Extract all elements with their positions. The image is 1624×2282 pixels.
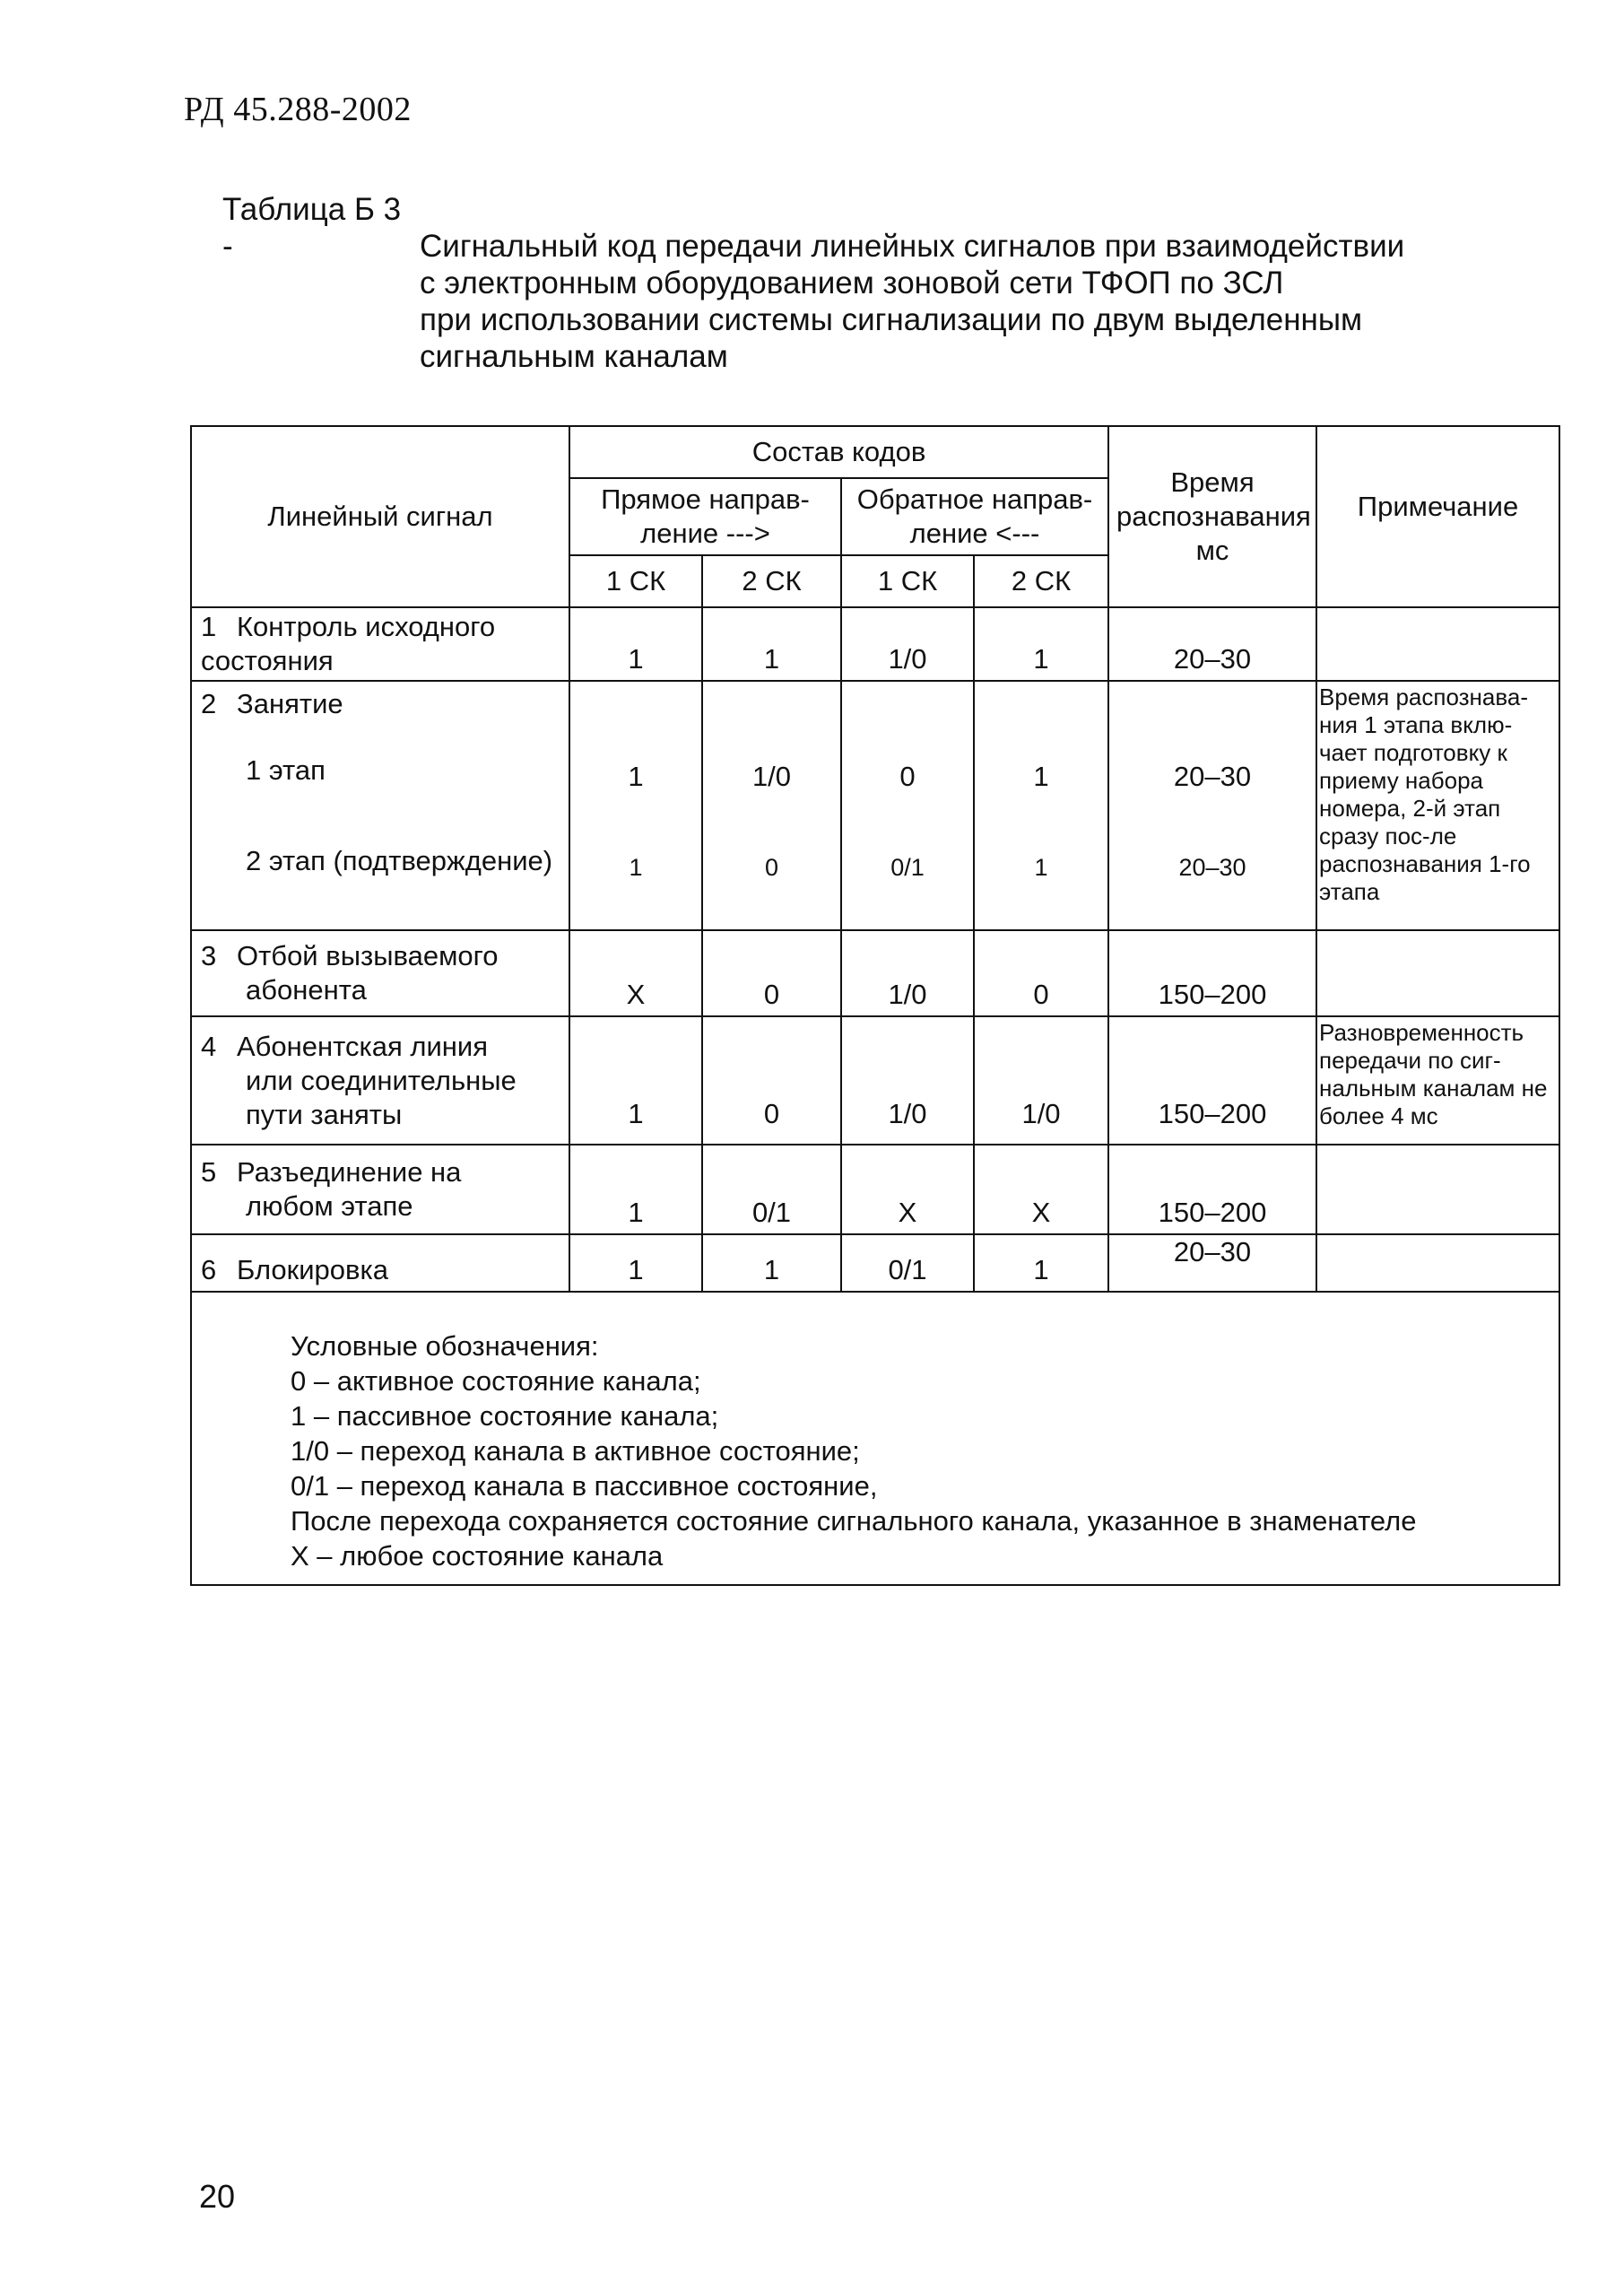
row-5-b1: X — [841, 1145, 974, 1234]
title-line-2: с электронным оборудованием зоновой сети ТФОП по ЗСЛ — [420, 266, 1284, 300]
legend-item: 1/0 – переход канала в активное состояние; — [291, 1435, 860, 1467]
row-2-b2: 1 1 — [974, 681, 1108, 930]
legend — [191, 1292, 1559, 1585]
row-5-f2: 0/1 — [702, 1145, 841, 1234]
row-4-b1: 1/0 — [841, 1016, 974, 1145]
title-line-1: Таблица Б 3 - Сигнальный код передачи линейных сигналов при взаимодействии — [222, 192, 1405, 264]
header-backward: Обратное направ-ление <--- — [841, 478, 1108, 555]
row-2-time: 20–30 20–30 — [1108, 681, 1316, 930]
legend-item: X – любое состояние канала — [291, 1540, 664, 1572]
row-3-time: 150–200 — [1108, 930, 1316, 1016]
row-4-note: Разновременность передачи по сиг-нальным каналам не более 4 мс — [1316, 1016, 1559, 1145]
legend-item: 1 – пассивное состояние канала; — [291, 1400, 719, 1432]
header-backward-ck1: 1 СК — [841, 555, 974, 607]
legend-title: Условные обозначения: — [291, 1330, 599, 1362]
table-row — [191, 607, 1559, 681]
signal-code-table — [190, 425, 1560, 1586]
row-6-b1: 0/1 — [841, 1234, 974, 1292]
row-3-signal: 3 Отбой вызываемого абонента — [191, 930, 569, 1016]
row-4-b2: 1/0 — [974, 1016, 1108, 1145]
header-signal: Линейный сигнал — [191, 426, 569, 607]
row-5-b2: X — [974, 1145, 1108, 1234]
row-3-f1: X — [569, 930, 702, 1016]
table-row — [191, 930, 1559, 1016]
row-1-f2: 1 — [702, 607, 841, 681]
row-6-f2: 1 — [702, 1234, 841, 1292]
legend-item: После перехода сохраняется состояние сигнального канала, указанное в знаменателе — [291, 1505, 1417, 1537]
row-6-note — [1316, 1234, 1559, 1292]
row-1-b2: 1 — [974, 607, 1108, 681]
header-backward-ck2: 2 СК — [974, 555, 1108, 607]
row-6-signal: 6 Блокировка — [191, 1234, 569, 1292]
row-6-f1: 1 — [569, 1234, 702, 1292]
row-5-f1: 1 — [569, 1145, 702, 1234]
legend-item: 0 – активное состояние канала; — [291, 1365, 701, 1397]
row-2-signal: 2 Занятие 1 этап 2 этап (подтверждение) — [191, 681, 569, 930]
row-1-note — [1316, 607, 1559, 681]
row-2-note: Время распознава-ния 1 этапа вклю-чает подготовку к приему набора номера, 2-й этап сразу пос-ле распознавания 1-го этапа — [1316, 681, 1559, 930]
row-6-time: 20–30 — [1108, 1234, 1316, 1292]
header-forward-ck2: 2 СК — [702, 555, 841, 607]
row-5-note — [1316, 1145, 1559, 1234]
row-5-time: 150–200 — [1108, 1145, 1316, 1234]
title-line-4: сигнальным каналам — [420, 339, 728, 374]
row-2-b1: 0 0/1 — [841, 681, 974, 930]
header-forward: Прямое направ-ление ---> — [569, 478, 841, 555]
row-1-f1: 1 — [569, 607, 702, 681]
row-6-b2: 1 — [974, 1234, 1108, 1292]
row-3-note — [1316, 930, 1559, 1016]
row-3-f2: 0 — [702, 930, 841, 1016]
row-5-signal: 5 Разъединение на любом этапе — [191, 1145, 569, 1234]
legend-row — [191, 1292, 1559, 1585]
row-4-time: 150–200 — [1108, 1016, 1316, 1145]
title-line-3: при использовании системы сигнализации по двум выделенным — [420, 302, 1363, 337]
row-4-f2: 0 — [702, 1016, 841, 1145]
title-lead: Таблица Б 3 - — [222, 192, 402, 264]
page-number: 20 — [199, 2178, 236, 2215]
row-4-signal: 4 Абонентская линия или соединительные пути заняты — [191, 1016, 569, 1145]
table-row — [191, 1234, 1559, 1292]
document-code: РД 45.288-2002 — [184, 91, 412, 128]
row-3-b1: 1/0 — [841, 930, 974, 1016]
row-1-signal: 1 Контроль исходного состояния — [191, 607, 569, 681]
row-1-b1: 1/0 — [841, 607, 974, 681]
row-2-f1: 1 1 — [569, 681, 702, 930]
header-note: Примечание — [1316, 426, 1559, 607]
header-codes: Состав кодов — [569, 426, 1108, 478]
row-3-b2: 0 — [974, 930, 1108, 1016]
row-1-time: 20–30 — [1108, 607, 1316, 681]
header-time: Время распознавания мс — [1108, 426, 1316, 607]
header-forward-ck1: 1 СК — [569, 555, 702, 607]
table-row — [191, 681, 1559, 930]
row-4-f1: 1 — [569, 1016, 702, 1145]
row-2-f2: 1/0 0 — [702, 681, 841, 930]
table-row — [191, 1145, 1559, 1234]
table-row — [191, 1016, 1559, 1145]
table-title — [222, 191, 1496, 375]
legend-item: 0/1 – переход канала в пассивное состояние, — [291, 1470, 878, 1502]
